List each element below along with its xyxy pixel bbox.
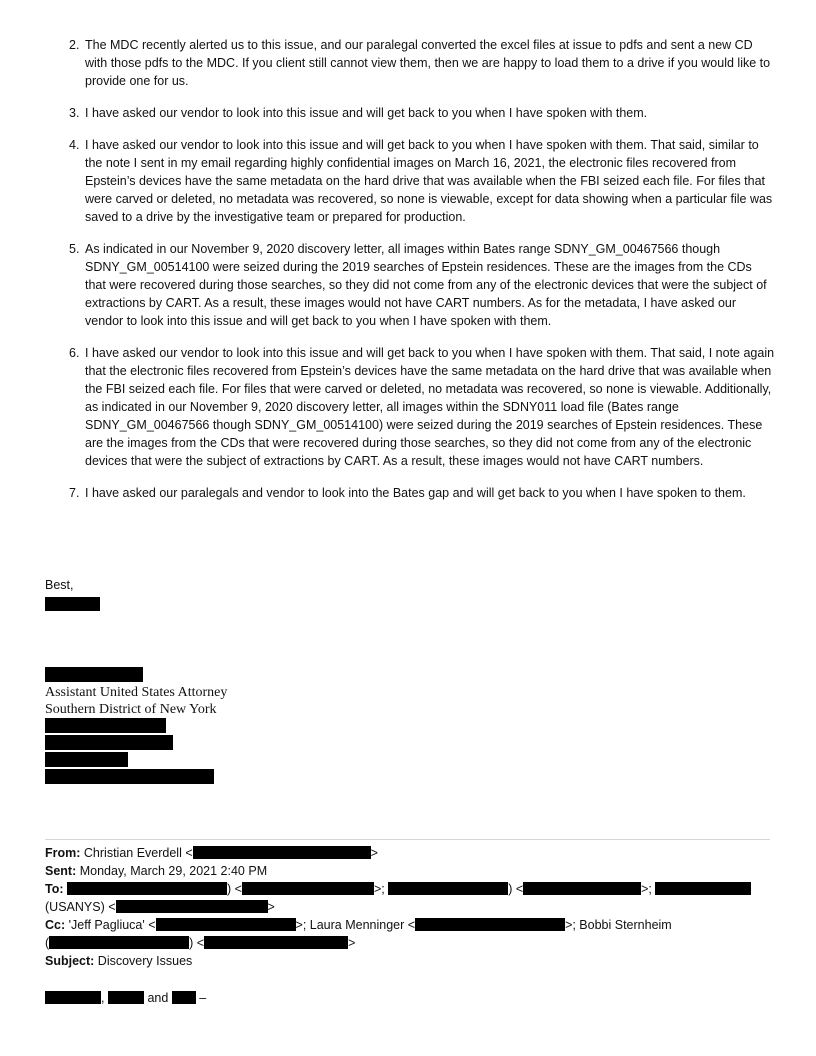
list-item: [69, 484, 775, 502]
subject-line: [45, 952, 775, 970]
cc-line: [45, 916, 775, 934]
redacted-recipient: [67, 882, 227, 895]
cc-label: Cc:: [45, 918, 66, 932]
list-item-text: I have asked our vendor to look into this issue and will get back to you when I have spoken with them.: [85, 106, 648, 120]
signature-title: Assistant United States Attorney: [45, 685, 228, 700]
redacted-address-line: [45, 718, 166, 733]
cc-part1: 'Jeff Pagliuca' <: [68, 918, 156, 932]
to-label: To:: [45, 882, 64, 896]
greeting-dash: –: [199, 991, 207, 1005]
redacted-name: [172, 991, 196, 1004]
redacted-phone-line: [45, 752, 128, 767]
redacted-address-line: [45, 735, 173, 750]
list-item-number: 5.: [69, 242, 80, 256]
list-item-number: 7.: [69, 486, 80, 500]
greeting-separator: ,: [101, 991, 105, 1005]
signature-office: Southern District of New York: [45, 702, 217, 717]
greeting-line: [45, 989, 775, 1007]
redacted-name: [108, 991, 144, 1004]
list-item: [69, 344, 775, 470]
to-continuation: (USANYS) <: [45, 900, 116, 914]
list-item-text: I have asked our vendor to look into this issue and will get back to you when I have spoken with them. That said, I note again that the electronic files recovered from Epstein’s devices have the same metadata on the hard drive that was available when the FBI seized each file. For files that were carved or deleted, no metadata was recovered, so none is viewable. Additionally, as indicated in our November 9, 2020 discovery letter, all images within the SDNY011 load file (Bates range SDNY_GM_00467566 though SDNY_GM_00514100) were seized during the 2019 searches of Epstein residences. These are the images from the CDs that were recovered during those searches, so they did not come from any of the electronic devices that were the subject of extractions by CART. As a result, these images would not have CART numbers.: [85, 346, 775, 468]
from-line: From: Christian Everdell < >: [45, 846, 378, 860]
list-item: [69, 104, 775, 122]
redacted-signature-name: [45, 667, 143, 682]
to-line-cont: (USANYS) < >: [45, 900, 275, 914]
email-divider: [45, 839, 770, 840]
closing-salutation: Best,: [45, 578, 74, 592]
cc-part2: >; Laura Menninger <: [295, 918, 416, 932]
list-item: [69, 240, 775, 330]
redacted-email-line: [45, 769, 214, 784]
list-item-number: 2.: [69, 38, 80, 52]
subject-value: Discovery Issues: [97, 954, 193, 968]
greeting-and: and: [147, 991, 169, 1005]
from-label: From:: [45, 846, 81, 860]
redacted-email: [242, 882, 374, 895]
list-item-text: I have asked our paralegals and vendor to look into the Bates gap and will get back to you when I have spoken to them.: [85, 486, 746, 500]
redacted-email: [415, 918, 565, 931]
redacted-email: [116, 900, 268, 913]
sent-line: [45, 862, 775, 880]
list-item-number: 4.: [69, 138, 80, 152]
redacted-email: [156, 918, 296, 931]
list-item-number: 6.: [69, 346, 80, 360]
redacted-email: [523, 882, 641, 895]
list-item-number: 3.: [69, 106, 80, 120]
list-item-text: I have asked our vendor to look into this issue and will get back to you when I have spoken with them. That said, similar to the note I sent in my email regarding highly confidential images on March 16, 2021, the electronic files recovered from Epstein’s devices have the same metadata on the hard drive that was available when the FBI seized each file. For files that were carved or deleted, no metadata was recovered, so none is viewable, except for data showing when a particular file was saved to a drive by the investigative team or prepared for production.: [85, 138, 773, 224]
cc-part3: >; Bobbi Sternheim: [565, 918, 672, 932]
from-name: Christian Everdell <: [83, 846, 193, 860]
redacted-name: [45, 991, 101, 1004]
redacted-recipient: [49, 936, 189, 949]
redacted-email: [193, 846, 371, 859]
subject-label: Subject:: [45, 954, 95, 968]
sent-value: Monday, March 29, 2021 2:40 PM: [79, 864, 268, 878]
redacted-name: [45, 597, 100, 611]
list-item-text: The MDC recently alerted us to this issue, and our paralegal converted the excel files at issue to pdfs and sent a new CD with those pdfs to the MDC. If you client still cannot view them, then we are happy to load them to a drive if you would like to provide one for us.: [85, 38, 771, 88]
redacted-recipient: [388, 882, 508, 895]
redacted-email: [204, 936, 348, 949]
list-item: [69, 136, 775, 226]
email-header: [45, 844, 775, 970]
numbered-response-list: [69, 36, 775, 516]
sent-label: Sent:: [45, 864, 77, 878]
cc-line-cont: ( ) < >: [45, 936, 356, 950]
redacted-recipient: [655, 882, 751, 895]
list-item-text: As indicated in our November 9, 2020 discovery letter, all images within Bates range SDNY_GM_00467566 though SDNY_GM_00514100 were seized during the 2019 searches of Epstein residences. These are the images from the CDs that were recovered during those searches, so they did not come from any of the electronic devices that were the subject of extractions by CART. As a result, these images would not have CART numbers. As for the metadata, I have asked our vendor to look into this issue and will get back to you when I have spoken with them.: [85, 242, 767, 328]
list-item: [69, 36, 775, 90]
to-line: To: ) < >; ) < >;: [45, 880, 775, 898]
